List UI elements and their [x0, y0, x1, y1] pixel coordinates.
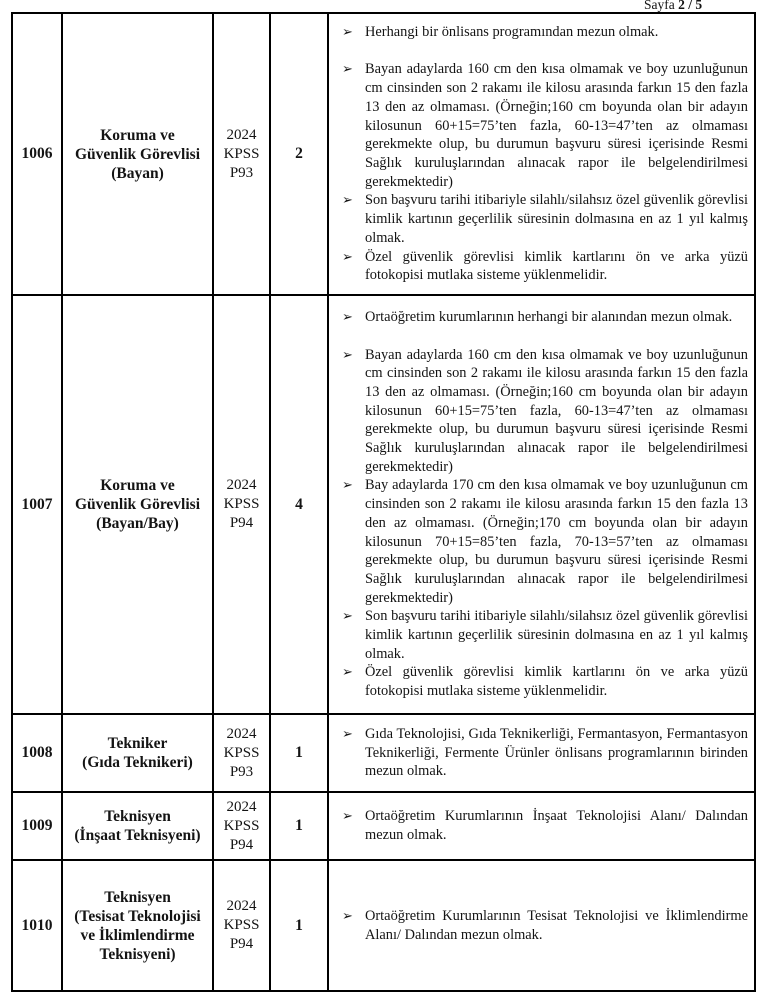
requirement-item [329, 23, 748, 42]
title-line: Koruma ve [100, 477, 175, 494]
arrow-bullet-icon: ➢ [342, 61, 353, 77]
table-row [12, 860, 755, 991]
position-title-cell [62, 13, 213, 295]
title-line: ve İklimlendirme [80, 926, 195, 944]
requirement-item [329, 248, 748, 285]
requirements-cell [328, 13, 755, 295]
page-number-value: 2 / 5 [678, 0, 703, 12]
position-code-cell: 1006 [12, 13, 62, 295]
position-title-cell [62, 295, 213, 714]
table-row [12, 295, 755, 714]
requirement-text: Son başvuru tarihi itibariyle silahlı/silahsız özel güvenlik görevlisi kimlik kartının geçerlilik süresinin dolmasına en az 1 yıl kalmış olmak. [365, 608, 748, 662]
title-line: (Tesisat Teknolojisi [74, 907, 201, 925]
title-line: Teknisyen [104, 808, 171, 825]
kpss-score-cell: 2024 KPSS P93 [213, 714, 270, 792]
arrow-bullet-icon: ➢ [342, 346, 353, 362]
page-number-label: Sayfa [644, 0, 675, 12]
table-row [12, 792, 755, 860]
arrow-bullet-icon: ➢ [342, 664, 353, 680]
quota-count-cell: 4 [270, 295, 328, 714]
position-title-cell [62, 792, 213, 860]
requirement-item [329, 607, 748, 663]
requirement-text: Özel güvenlik görevlisi kimlik kartlarını ön ve arka yüzü fotokopisi mutlaka sisteme yüklenmelidir. [365, 248, 748, 284]
position-code-cell: 1010 [12, 860, 62, 991]
requirement-item [329, 346, 748, 477]
title-line: Tekniker [107, 735, 168, 752]
requirement-text: Özel güvenlik görevlisi kimlik kartlarını ön ve arka yüzü fotokopisi mutlaka sisteme yüklenmelidir. [365, 664, 748, 700]
arrow-bullet-icon: ➢ [342, 477, 353, 493]
requirement-item [329, 807, 748, 844]
requirement-text: Ortaöğretim Kurumlarının Tesisat Teknolojisi ve İklimlendirme Alanı/ Dalından mezun olmak. [365, 907, 748, 943]
requirement-text: Bay adaylarda 170 cm den kısa olmamak ve boy uzunluğunun cm cinsinden son 2 rakamı ile kilosu arasında farkın 15 den fazla 13 den az olmaması. (Örneğin;170 cm boyunda olan bir adayın kilosunun 70+15=85’ten fazla, 70-13=57’ten az olmaması gerekmekte olup, bu durumun başvuru süresi içerisinde Resmi Sağlık kuruluşlarından alınacak rapor ile belgelendirilmesi gerekmektedir) [365, 477, 748, 606]
requirement-text: Ortaöğretim Kurumlarının İnşaat Teknolojisi Alanı/ Dalından mezun olmak. [365, 808, 748, 843]
title-line: Güvenlik Görevlisi [74, 145, 201, 163]
quota-count-cell: 1 [270, 714, 328, 792]
requirement-text: Bayan adaylarda 160 cm den kısa olmamak ve boy uzunluğunun cm cinsinden son 2 rakamı ile kilosu arasında farkın 15 den fazla 13 den az olmaması. (Örneğin;160 cm boyunda olan bir adayın kilosunun 60+15=75’ten fazla, 60-13=47’ten az olmaması gerekmekte olup, bu durumun başvuru süresi içerisinde Resmi Sağlık kuruluşlarından alınacak rapor ile belgelendirilmesi gerekmektedir) [365, 346, 748, 475]
arrow-bullet-icon: ➢ [342, 24, 353, 40]
requirement-text: Ortaöğretim kurumlarının herhangi bir alanından mezun olmak. [365, 309, 733, 326]
kpss-score-cell: 2024 KPSS P93 [213, 13, 270, 295]
title-line: Güvenlik Görevlisi [74, 496, 201, 513]
arrow-bullet-icon: ➢ [342, 725, 353, 741]
requirement-item [329, 308, 748, 327]
requirement-item [329, 725, 748, 781]
title-line: (İnşaat Teknisyeni) [74, 827, 201, 844]
position-code-cell: 1008 [12, 714, 62, 792]
requirement-item [329, 60, 748, 191]
title-line: (Bayan/Bay) [96, 515, 179, 532]
requirement-text: Bayan adaylarda 160 cm den kısa olmamak ve boy uzunluğunun cm cinsinden son 2 rakamı ile kilosu arasında farkın 15 den fazla 13 den az olmaması. (Örneğin;160 cm boyunda olan bir adayın kilosunun 60+15=75’ten fazla, 60-13=47’ten az olmaması gerekmekte olup, bu durumun başvuru süresi içerisinde Resmi Sağlık kuruluşlarından alınacak rapor ile belgelendirilmesi gerekmektedir) [365, 61, 748, 190]
page-number [644, 0, 702, 12]
position-code-cell: 1009 [12, 792, 62, 860]
title-line: (Gıda Teknikeri) [82, 754, 193, 771]
arrow-bullet-icon: ➢ [342, 309, 353, 325]
table-row [12, 714, 755, 792]
position-title-cell [62, 714, 213, 792]
requirement-text: Gıda Teknolojisi, Gıda Teknikerliği, Fermantasyon, Fermantasyon Teknikerliği, Fermente Ürünler önlisans programlarının birinden mezun olmak. [365, 725, 748, 780]
quota-count-cell: 2 [270, 13, 328, 295]
kpss-score-cell: 2024 KPSS P94 [213, 295, 270, 714]
quota-count-cell: 1 [270, 860, 328, 991]
requirement-text: Son başvuru tarihi itibariyle silahlı/silahsız özel güvenlik görevlisi kimlik kartının geçerlilik süresinin dolmasına en az 1 yıl kalmış olmak. [365, 192, 748, 246]
title-line: Teknisyen [104, 888, 171, 906]
job-postings-table [11, 12, 756, 992]
arrow-bullet-icon: ➢ [342, 907, 353, 923]
requirements-cell [328, 860, 755, 991]
kpss-score-cell: 2024 KPSS P94 [213, 792, 270, 860]
quota-count-cell: 1 [270, 792, 328, 860]
arrow-bullet-icon: ➢ [342, 248, 353, 264]
arrow-bullet-icon: ➢ [342, 808, 353, 824]
title-line: (Bayan) [111, 164, 164, 182]
requirements-cell [328, 295, 755, 714]
requirement-item [329, 907, 748, 944]
arrow-bullet-icon: ➢ [342, 192, 353, 208]
requirement-item [329, 663, 748, 700]
requirement-item [329, 476, 748, 607]
table-row [12, 13, 755, 295]
requirement-item [329, 191, 748, 247]
requirements-cell [328, 792, 755, 860]
position-title-cell [62, 860, 213, 991]
title-line: Koruma ve [100, 126, 175, 144]
table-body [12, 13, 755, 991]
requirements-cell [328, 714, 755, 792]
kpss-score-cell: 2024 KPSS P94 [213, 860, 270, 991]
title-line: Teknisyeni) [99, 945, 176, 963]
arrow-bullet-icon: ➢ [342, 608, 353, 624]
requirement-text: Herhangi bir önlisans programından mezun olmak. [365, 24, 659, 41]
position-code-cell: 1007 [12, 295, 62, 714]
